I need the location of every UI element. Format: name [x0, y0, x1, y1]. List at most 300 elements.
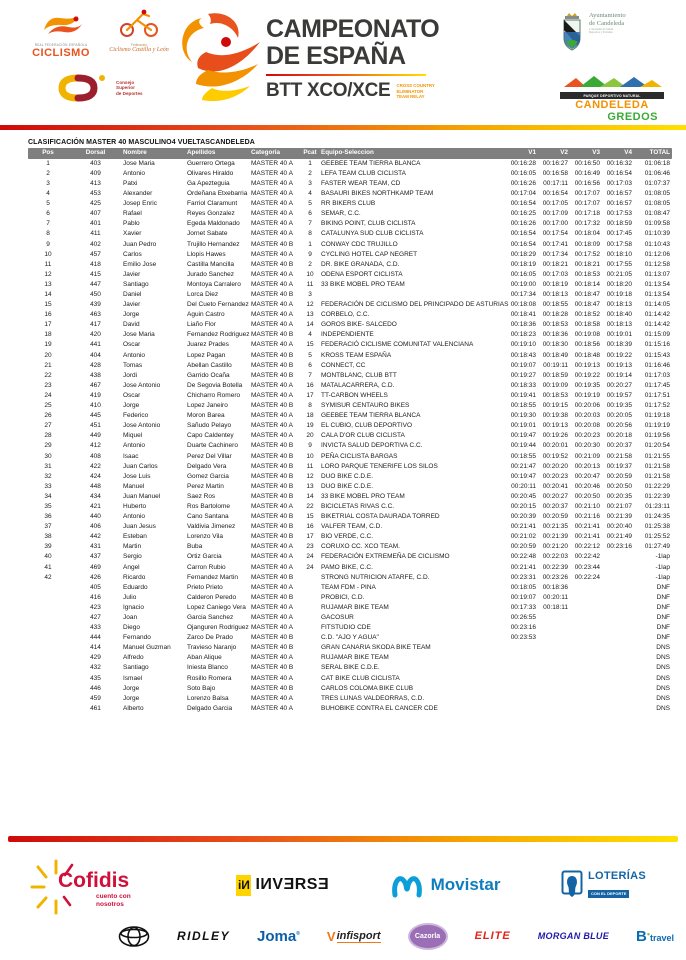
cell: Huberto — [123, 502, 147, 510]
cell: 18 — [44, 331, 52, 339]
cell: DNS — [656, 664, 670, 672]
cell: SYMISUR CENTAURO BIKES — [321, 402, 410, 410]
cell: 00:18:52 — [574, 311, 600, 319]
cell: 00:20:27 — [606, 381, 632, 389]
cell: INDEPENDIENTE — [321, 331, 374, 339]
table-row — [28, 341, 672, 351]
mountains-icon — [560, 75, 664, 87]
table-row — [28, 644, 672, 654]
cell: 01:23:11 — [645, 502, 670, 510]
cell: 00:16:57 — [606, 200, 632, 208]
cell: 00:18:58 — [574, 321, 600, 329]
cell: 00:22:12 — [574, 543, 600, 551]
cell: Lorenzo Vila — [187, 533, 224, 541]
cell: Lorca Diez — [187, 291, 219, 299]
cell: MASTER 40 A — [251, 341, 293, 349]
cell: Santiago — [123, 664, 149, 672]
cell: Isaac — [123, 452, 139, 460]
cell: 447 — [90, 280, 101, 288]
cell: 33 BIKE MOBEL PRO TEAM — [321, 492, 405, 500]
cell: 00:18:53 — [542, 391, 568, 399]
cell: Antonio — [123, 442, 146, 450]
cell: 00:16:28 — [510, 159, 536, 167]
cell: 00:18:47 — [574, 291, 600, 299]
cell: 441 — [90, 341, 101, 349]
cell: Angel — [123, 563, 140, 571]
cell: 459 — [90, 694, 101, 702]
rfec-swirl-icon — [38, 12, 84, 38]
cell: Carron Rubio — [187, 563, 226, 571]
cell: Aban Alique — [187, 654, 222, 662]
cell: 449 — [90, 432, 101, 440]
cell: Garrido Ocaña — [187, 371, 230, 379]
ayuntamiento-logo — [560, 12, 626, 52]
table-row — [28, 300, 672, 310]
cell: Joan — [123, 614, 138, 622]
column-header-total: TOTAL — [649, 149, 670, 157]
cell: Ismael — [123, 674, 143, 682]
cell: 00:19:44 — [510, 442, 536, 450]
cell: Castilla Mancilla — [187, 260, 234, 268]
cell: 00:19:13 — [542, 422, 568, 430]
cell: 40 — [44, 553, 52, 561]
cell: 413 — [90, 179, 101, 187]
cell: MASTER 40 A — [251, 603, 293, 611]
cell: MASTER 40 B — [251, 260, 294, 268]
cell: MASTER 40 A — [251, 543, 293, 551]
table-header — [28, 148, 672, 159]
cell: 401 — [90, 220, 101, 228]
cell: Abellan Castillo — [187, 361, 232, 369]
cell: 00:17:41 — [542, 240, 568, 248]
cell: 00:22:24 — [574, 573, 600, 581]
cell: Lopez Pagan — [187, 351, 226, 359]
cell: 7 — [46, 220, 50, 228]
cell: 00:18:59 — [606, 220, 632, 228]
loterias-icon — [561, 870, 583, 900]
cell: 00:17:53 — [606, 210, 632, 218]
cell: MASTER 40 A — [251, 210, 293, 218]
ridley-logo: RIDLEY — [177, 929, 231, 943]
cell: 00:18:40 — [606, 311, 632, 319]
cell: 00:16:50 — [574, 159, 600, 167]
event-subtitle: BTT XCO/XCE — [266, 80, 391, 101]
cell: 00:16:54 — [510, 200, 536, 208]
cell: MASTER 40 A — [251, 311, 293, 319]
cell: 01:10:43 — [644, 240, 670, 248]
cell: Egeda Maldonado — [187, 220, 240, 228]
cell: 34 — [44, 492, 52, 500]
cell: 01:21:55 — [644, 452, 670, 460]
cell: Trujillo Hernandez — [187, 240, 240, 248]
subtitle-tag: ELIMINATOR — [396, 88, 424, 94]
cell: GACOSUR — [321, 614, 354, 622]
cell: 10 — [44, 250, 52, 258]
cell: 00:21:49 — [606, 533, 632, 541]
table-row — [28, 290, 672, 300]
cell: CALA D'OR CLUB CICLISTA — [321, 432, 405, 440]
cell: 00:21:07 — [606, 502, 632, 510]
cell: 435 — [90, 674, 101, 682]
cell: MASTER 40 B — [251, 472, 294, 480]
cell: MASTER 40 A — [251, 432, 293, 440]
cell: Juan Manuel — [123, 492, 161, 500]
cell: 01:24:35 — [644, 513, 670, 521]
cell: 3 — [308, 179, 312, 187]
cell: 00:20:18 — [606, 432, 632, 440]
table-row — [28, 684, 672, 694]
cell: Miquel — [123, 432, 143, 440]
cell: 01:17:51 — [644, 391, 670, 399]
cell: 420 — [90, 331, 101, 339]
cell: 00:20:30 — [574, 442, 600, 450]
event-title-line1: CAMPEONATO — [266, 15, 440, 43]
cell: 23 — [44, 381, 52, 389]
table-row — [28, 240, 672, 250]
sponsors-row-2 — [118, 922, 686, 950]
cell: 00:19:11 — [543, 361, 568, 369]
cell: 1 — [308, 159, 312, 167]
cell: 434 — [90, 492, 101, 500]
cell: 427 — [90, 614, 101, 622]
movistar-logo — [390, 871, 501, 899]
cell: Del Cueto Fernandez — [187, 301, 249, 309]
cell: 00:20:20 — [542, 462, 568, 470]
column-header-v2: V2 — [560, 149, 568, 157]
cell: PEÑA CICLISTA BARGAS — [321, 452, 398, 460]
table-row — [28, 502, 672, 512]
cell: Juarez Prades — [187, 341, 229, 349]
cell: 01:09:58 — [644, 220, 670, 228]
cell: 01:10:39 — [644, 230, 670, 238]
cell: 450 — [90, 291, 101, 299]
rfec-title: CICLISMO — [32, 47, 90, 59]
cell: 2 — [308, 260, 312, 268]
cell: MASTER 40 B — [251, 361, 294, 369]
cell: 00:18:36 — [510, 321, 536, 329]
table-row — [28, 613, 672, 623]
cell: 433 — [90, 624, 101, 632]
footer — [0, 836, 686, 960]
cell: 432 — [90, 664, 101, 672]
cazorla-logo: Cazorla — [408, 923, 448, 950]
table-row — [28, 593, 672, 603]
cell: 00:20:35 — [606, 492, 632, 500]
cell: Jordi — [123, 371, 138, 379]
cell: 00:17:34 — [510, 291, 536, 299]
cell: SEMAR, C.C. — [321, 210, 361, 218]
cell: 01:15:43 — [644, 351, 670, 359]
cell: 438 — [90, 371, 101, 379]
cell: Lopez Janeiro — [187, 402, 228, 410]
cell: 00:21:05 — [606, 270, 632, 278]
table-row — [28, 361, 672, 371]
cell: 01:14:05 — [644, 301, 670, 309]
cell: Jose Maria — [123, 331, 155, 339]
cell: 00:20:15 — [510, 502, 536, 510]
cell: Rafael — [123, 210, 142, 218]
cell: MASTER 40 B — [251, 402, 294, 410]
cell: 00:21:41 — [574, 523, 600, 531]
cell: 00:17:18 — [574, 210, 600, 218]
cell: Tomas — [123, 361, 143, 369]
cell: DNS — [656, 694, 670, 702]
cell: 00:23:31 — [510, 573, 536, 581]
cell: Farriol Claramunt — [187, 200, 238, 208]
cell: Esteban — [123, 533, 147, 541]
toyota-emblem-icon — [118, 926, 150, 947]
cell: MASTER 40 A — [251, 250, 293, 258]
cell: 00:19:18 — [606, 291, 632, 299]
cell: PROBICI, C.D. — [321, 593, 365, 601]
cell: Aguin Castro — [187, 311, 225, 319]
cyl-script-text: Ciclismo Castilla y León — [109, 47, 169, 53]
cell: 24 — [306, 563, 314, 571]
cell: MASTER 40 B — [251, 452, 294, 460]
cell: Fernando — [123, 634, 151, 642]
cell: 00:23:44 — [574, 563, 600, 571]
header-gradient-bar — [0, 125, 686, 130]
cell: 00:20:45 — [510, 492, 536, 500]
cell: 00:18:19 — [510, 260, 536, 268]
cell: 10 — [306, 270, 314, 278]
cell: 00:18:55 — [510, 402, 536, 410]
cell: MASTER 40 A — [251, 169, 293, 177]
cell: 00:18:53 — [542, 321, 568, 329]
table-row — [28, 421, 672, 431]
cell: 423 — [90, 603, 101, 611]
cell: 00:17:34 — [542, 250, 568, 258]
cell: GEEBEE TEAM TIERRA BLANCA — [321, 159, 421, 167]
cell: 24 — [44, 391, 52, 399]
table-row — [28, 583, 672, 593]
cell: 00:17:52 — [574, 250, 600, 258]
cell: CAT BIKE CLUB CICLISTA — [321, 674, 400, 682]
cell: 00:19:47 — [510, 472, 536, 480]
cell: 00:18:49 — [542, 351, 568, 359]
table-row — [28, 280, 672, 290]
inverse-logo — [236, 875, 329, 896]
cell: 5 — [46, 200, 50, 208]
cell: Santiago — [123, 280, 149, 288]
cell: 00:19:37 — [606, 462, 632, 470]
cell: Fernandez Rodriguez — [187, 331, 250, 339]
cell: Gomez Garcia — [187, 472, 229, 480]
cell: 00:17:07 — [574, 200, 600, 208]
cell: 19 — [44, 341, 52, 349]
cell: MASTER 40 A — [251, 624, 293, 632]
cyl-small-text: Federación — [131, 43, 147, 47]
cell: 16 — [306, 523, 314, 531]
cell: 00:17:58 — [606, 240, 632, 248]
cell: 419 — [90, 391, 101, 399]
cell: 27 — [44, 422, 52, 430]
cell: 00:17:00 — [542, 220, 568, 228]
cell: 01:08:05 — [644, 200, 670, 208]
cell: MASTER 40 B — [251, 523, 294, 531]
cell: 4 — [308, 190, 312, 198]
cell: Jorge — [123, 311, 140, 319]
cell: 12 — [44, 270, 52, 278]
column-header-pos: Pos — [42, 149, 54, 157]
cell: 14 — [306, 321, 314, 329]
castilla-leon-logo — [102, 8, 176, 53]
cell: 00:17:33 — [510, 603, 536, 611]
cell: Guerrero Ortega — [187, 159, 235, 167]
cell: 31 — [44, 462, 52, 470]
cell: KROSS TEAM ESPAÑA — [321, 351, 392, 359]
cell: 00:20:27 — [542, 492, 568, 500]
cell: 451 — [90, 422, 101, 430]
cell: 17 — [44, 321, 52, 329]
cell: MATALACARRERA, C.D. — [321, 381, 395, 389]
cell: LORO PARQUE TENERIFE LOS SILOS — [321, 462, 438, 470]
cell: 6 — [308, 210, 312, 218]
cell: 00:18:10 — [606, 250, 632, 258]
cell: Patxi — [123, 179, 138, 187]
cell: Buba — [187, 543, 203, 551]
cell: 6 — [46, 210, 50, 218]
cell: MASTER 40 A — [251, 391, 293, 399]
cell: Delgado Vera — [187, 462, 227, 470]
table-row — [28, 492, 672, 502]
cell: 01:19:19 — [644, 422, 670, 430]
cell: 00:17:03 — [606, 179, 632, 187]
cell: DNS — [656, 684, 670, 692]
cell: 453 — [90, 190, 101, 198]
cell: 414 — [90, 644, 101, 652]
cell: Antonio — [123, 351, 146, 359]
cell: 00:19:09 — [542, 381, 568, 389]
cell: Jurado Sanchez — [187, 270, 234, 278]
cell: -1lap — [655, 553, 670, 561]
cell: 15 — [306, 341, 314, 349]
event-subtitle-tags — [396, 83, 434, 100]
cell: Jose Antonio — [123, 422, 161, 430]
cell: MASTER 40 B — [251, 513, 294, 521]
cell: 00:18:05 — [510, 583, 536, 591]
cell: 00:18:08 — [510, 301, 536, 309]
cell: MASTER 40 A — [251, 422, 293, 430]
cell: 00:19:14 — [606, 371, 632, 379]
cell: 11 — [44, 260, 52, 268]
cell: 1 — [46, 159, 50, 167]
cell: 00:18:13 — [542, 291, 568, 299]
cell: Zarco De Prado — [187, 634, 233, 642]
table-row — [28, 169, 672, 179]
cell: 00:18:21 — [542, 260, 568, 268]
cell: 467 — [90, 381, 101, 389]
cell: 00:18:13 — [606, 321, 632, 329]
cell: Daniel — [123, 291, 142, 299]
cell: 01:17:52 — [644, 402, 670, 410]
infisport-logo: V infisport — [326, 928, 381, 944]
inverse-wordmark: IИVƎRSƎ — [255, 876, 330, 893]
cell: 00:18:53 — [574, 270, 600, 278]
table-row — [28, 452, 672, 462]
cell: 426 — [90, 573, 101, 581]
cell: 01:15:16 — [644, 341, 670, 349]
cell: DR. BIKE GRANADA, C.D. — [321, 260, 400, 268]
table-row — [28, 633, 672, 643]
cell: 407 — [90, 210, 101, 218]
cell: STRONG NUTRICION ATARFE, C.D. — [321, 573, 430, 581]
loterias-sub-text: CON EL DEPORTE — [588, 890, 630, 898]
table-row — [28, 401, 672, 411]
cell: 402 — [90, 240, 101, 248]
cell: 32 — [44, 472, 52, 480]
infisport-v-icon: V — [326, 928, 336, 944]
cell: 19 — [306, 422, 314, 430]
table-row — [28, 331, 672, 341]
column-header-equipo-seleccion: Equipo-Seleccion — [321, 149, 374, 157]
cell: 33 — [44, 482, 52, 490]
cell: 00:17:32 — [574, 220, 600, 228]
cell: 33 BIKE MOBEL PRO TEAM — [321, 280, 405, 288]
cell: 4 — [46, 190, 50, 198]
table-row — [28, 321, 672, 331]
column-header-pcat: Pcat — [303, 149, 317, 157]
cell: MASTER 40 B — [251, 331, 294, 339]
cell: Valdivia Jimenez — [187, 523, 236, 531]
table-row — [28, 462, 672, 472]
cell: CATALUNYA SUD CLUB CICLISTA — [321, 230, 424, 238]
cell: 36 — [44, 513, 52, 521]
event-title-block — [266, 16, 481, 102]
cell: 00:21:58 — [606, 452, 632, 460]
cell: MASTER 40 A — [251, 179, 293, 187]
csd-logo — [58, 72, 143, 104]
cell: 00:19:57 — [606, 391, 632, 399]
table-row — [28, 351, 672, 361]
cell: 00:16:32 — [606, 159, 632, 167]
cell: 00:20:39 — [510, 513, 536, 521]
cell: 00:19:07 — [510, 361, 536, 369]
table-row — [28, 199, 672, 209]
cell: 00:18:21 — [574, 260, 600, 268]
cell: 422 — [90, 462, 101, 470]
cell: Montoya Carralero — [187, 280, 241, 288]
cell: 00:22:42 — [574, 553, 600, 561]
cell: 11 — [306, 462, 314, 470]
table-row — [28, 230, 672, 240]
cell: 00:20:56 — [606, 422, 632, 430]
cell: 8 — [46, 230, 50, 238]
cell: 00:16:05 — [510, 169, 536, 177]
cell: 01:19:56 — [644, 432, 670, 440]
cell: Pablo — [123, 220, 140, 228]
cell: Ricardo — [123, 573, 146, 581]
cell: 00:20:50 — [574, 492, 600, 500]
cell: 00:18:13 — [606, 301, 632, 309]
parque-gredos-text: GREDOS — [607, 111, 658, 123]
cell: 00:16:57 — [606, 190, 632, 198]
cell: 00:19:08 — [574, 331, 600, 339]
cell: 00:20:37 — [606, 442, 632, 450]
table-row — [28, 694, 672, 704]
cell: 20 — [306, 432, 314, 440]
cell: CORBELO, C.C. — [321, 311, 370, 319]
cell: DNF — [656, 593, 670, 601]
cell: 00:20:47 — [574, 472, 600, 480]
movistar-m-icon — [390, 871, 424, 899]
cell: 411 — [90, 230, 101, 238]
cell: 461 — [90, 704, 101, 712]
cell: 26 — [44, 412, 52, 420]
cell: 3 — [46, 179, 50, 187]
cell: Cano Santana — [187, 513, 229, 521]
cell: BIO VERDE, C.C. — [321, 533, 374, 541]
